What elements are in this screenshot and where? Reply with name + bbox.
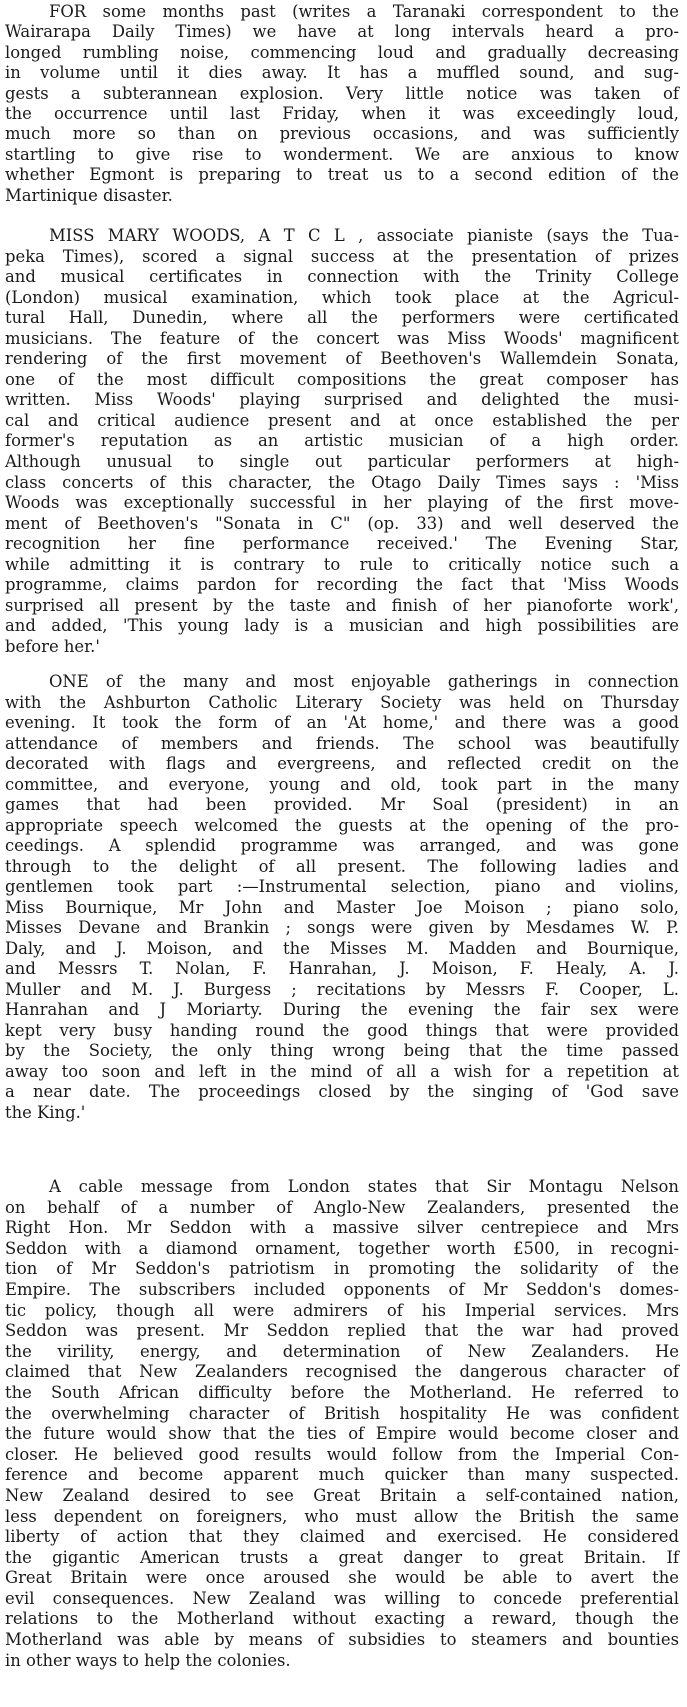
article-line: class concerts of this character, the Otago Daily Times says : 'Miss: [5, 472, 679, 492]
article-line: ment of Beethoven's "Sonata in C" (op. 33) and well deserved the: [5, 513, 679, 533]
article-line: kept very busy handing round the good things that were provided: [5, 1020, 679, 1040]
article-line: in other ways to help the colonies.: [5, 1650, 291, 1670]
article-line: with the Ashburton Catholic Literary Society was held on Thursday: [5, 692, 679, 712]
article-line: programme, claims pardon for recording the fact that 'Miss Woods: [5, 575, 679, 595]
article-line: while admitting it is contrary to rule to critically notice such a: [5, 554, 679, 574]
article-line: Martinique disaster.: [5, 185, 173, 205]
article-line: recognition her fine performance received.' The Evening Star,: [5, 534, 679, 554]
article-line: the future would show that the ties of Empire would become closer and: [5, 1424, 679, 1444]
article-line: Misses Devane and Brankin ; songs were given by Mesdames W. P.: [5, 918, 679, 937]
article-line: Motherland was able by means of subsidies to steamers and bounties: [5, 1630, 679, 1650]
article-line: musicians. The feature of the concert was Miss Woods' magnificent: [5, 328, 679, 348]
article-line: MISS MARY WOODS, A T C L , associate pianiste (says the Tua-: [49, 226, 679, 245]
article-line: attendance of members and friends. The school was beautifully: [5, 733, 679, 753]
article-line: a near date. The proceedings closed by the singing of 'God save: [5, 1082, 679, 1101]
article-line: committee, and everyone, young and old, took part in the many: [5, 774, 679, 794]
article-line: Wairarapa Daily Times) we have at long intervals heard a pro-: [5, 22, 679, 42]
article-line: liberty of action that they claimed and exercised. He considered: [5, 1527, 679, 1547]
article-line: Hanrahan and J Moriarty. During the evening the fair sex were: [5, 1000, 679, 1019]
article-line: former's reputation as an artistic musician of a high order.: [5, 431, 679, 451]
article-line: Muller and M. J. Burgess ; recitations by Messrs F. Cooper, L.: [5, 979, 679, 999]
article-line: Woods was exceptionally successful in her playing of the first move-: [5, 493, 679, 513]
article-line: less dependent on foreigners, who must allow the British the same: [5, 1506, 679, 1526]
article-line: cal and critical audience present and at once established the per: [5, 410, 679, 430]
article-line: FOR some months past (writes a Taranaki correspondent to the: [49, 2, 679, 21]
article-line: A cable message from London states that Sir Montagu Nelson: [49, 1177, 679, 1196]
article-line: one of the most difficult compositions the great composer has: [5, 369, 679, 389]
article-line: the gigantic American trusts a great danger to great Britain. If: [5, 1547, 679, 1567]
article-line: games that had been provided. Mr Soal (president) in an: [5, 795, 679, 814]
article-line: Seddon with a diamond ornament, together worth £500, in recogni-: [5, 1238, 679, 1258]
article-line: evening. It took the form of an 'At home,' and there was a good: [5, 713, 679, 732]
article-line: startling to give rise to wonderment. We are anxious to know: [5, 144, 679, 164]
article-line: away too soon and left in the mind of all a wish for a repetition at: [5, 1061, 679, 1081]
article-line: claimed that New Zealanders recognised the dangerous character of: [5, 1362, 679, 1382]
article-line: the South African difficulty before the Motherland. He referred to: [5, 1382, 679, 1402]
article-line: and Messrs T. Nolan, F. Hanrahan, J. Moison, F. Healy, A. J.: [5, 959, 679, 978]
article-line: (London) musical examination, which took place at the Agricul-: [5, 287, 679, 307]
article-line: gests a subterannean explosion. Very little notice was taken of: [5, 83, 679, 103]
article-line: Seddon was present. Mr Seddon replied that the war had proved: [5, 1321, 679, 1341]
article-line: gentlemen took part :—Instrumental selection, piano and violins,: [5, 877, 679, 896]
article-paragraph: [5, 672, 679, 1123]
article-line: peka Times), scored a signal success at the presentation of prizes: [5, 246, 679, 266]
article-line: ceedings. A splendid programme was arranged, and was gone: [5, 836, 679, 855]
article-line: tion of Mr Seddon's patriotism in promoting the solidarity of the: [5, 1259, 679, 1279]
article-line: New Zealand desired to see Great Britain a self-contained nation,: [5, 1485, 679, 1505]
article-line: written. Miss Woods' playing surprised and delighted the musi-: [5, 390, 679, 410]
article-line: and musical certificates in connection with the Trinity College: [5, 267, 679, 287]
article-line: surprised all present by the taste and finish of her pianoforte work',: [5, 595, 679, 615]
article-line: tural Hall, Dunedin, where all the performers were certificated: [5, 308, 679, 328]
article-line: the overwhelming character of British hospitality He was confident: [5, 1403, 679, 1423]
article-line: rendering of the first movement of Beethoven's Wallemdein Sonata,: [5, 349, 679, 369]
article-line: and added, 'This young lady is a musician and high possibilities are: [5, 616, 679, 636]
article-line: Right Hon. Mr Seddon with a massive silver centrepiece and Mrs: [5, 1218, 679, 1238]
article-line: the occurrence until last Friday, when it was exceedingly loud,: [5, 104, 679, 124]
article-line: decorated with flags and evergreens, and reflected credit on the: [5, 754, 679, 773]
article-paragraph: [5, 2, 679, 206]
article-line: Great Britain were once aroused she would be able to avert the: [5, 1568, 679, 1588]
article-line: the King.': [5, 1102, 86, 1122]
article-line: ONE of the many and most enjoyable gatherings in connection: [49, 672, 679, 691]
article-line: on behalf of a number of Anglo-New Zealanders, presented the: [5, 1197, 679, 1217]
article-line: Empire. The subscribers included opponents of Mr Seddon's domes-: [5, 1279, 679, 1299]
article-line: whether Egmont is preparing to treat us to a second edition of the: [5, 165, 679, 185]
article-line: longed rumbling noise, commencing loud and gradually decreasing: [5, 42, 679, 62]
article-line: before her.': [5, 636, 100, 656]
article-line: by the Society, the only thing wrong being that the time passed: [5, 1041, 679, 1060]
article-line: much more so than on previous occasions, and was sufficiently: [5, 124, 679, 144]
article-line: the virility, energy, and determination of New Zealanders. He: [5, 1341, 679, 1361]
article-line: Daly, and J. Moison, and the Misses M. Madden and Bournique,: [5, 938, 679, 958]
article-line: tic policy, though all were admirers of his Imperial services. Mrs: [5, 1300, 679, 1320]
article-line: closer. He believed good results would follow from the Imperial Con-: [5, 1444, 679, 1464]
article-line: relations to the Motherland without exacting a reward, though the: [5, 1609, 679, 1629]
article-line: appropriate speech welcomed the guests at the opening of the pro-: [5, 815, 679, 835]
article-paragraph: [5, 1177, 679, 1671]
article-line: Although unusual to single out particular performers at high-: [5, 452, 679, 472]
article-line: Miss Bournique, Mr John and Master Joe Moison ; piano solo,: [5, 897, 679, 917]
article-paragraph: [5, 226, 679, 657]
article-line: evil consequences. New Zealand was willing to concede preferential: [5, 1588, 679, 1608]
article-line: ference and become apparent much quicker than many suspected.: [5, 1465, 679, 1485]
article-line: in volume until it dies away. It has a muffled sound, and sug-: [5, 63, 679, 83]
article-line: through to the delight of all present. The following ladies and: [5, 856, 679, 876]
